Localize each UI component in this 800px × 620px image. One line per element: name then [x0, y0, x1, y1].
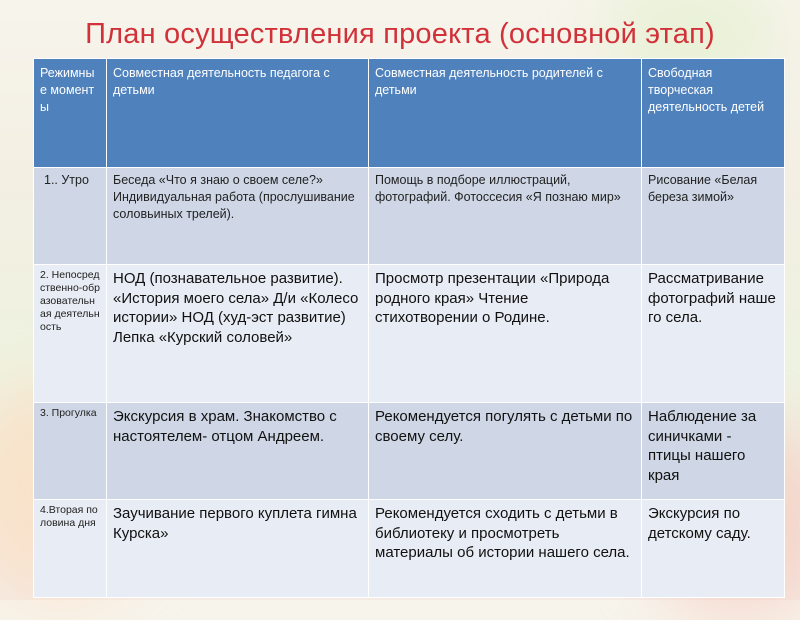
cell-regime: 1.. Утро	[34, 168, 107, 265]
cell-free: Наблюдение за синичками - птицы нашего края	[642, 403, 785, 500]
cell-regime: 2. Непосредственно-образовательная деятельность	[34, 265, 107, 403]
cell-free: Рисование «Белая береза зимой»	[642, 168, 785, 265]
cell-free: Экскурсия по детскому саду.	[642, 500, 785, 598]
cell-parents: Рекомендуется погулять с детьми по своему селу.	[369, 403, 642, 500]
cell-regime: 3. Прогулка	[34, 403, 107, 500]
slide-title: План осуществления проекта (основной этап)	[85, 18, 715, 50]
cell-free: Рассматривание фотографий нашего села.	[642, 265, 785, 403]
table-row-nod	[34, 265, 785, 403]
plan-table	[33, 58, 785, 598]
cell-parents: Рекомендуется сходить с детьми в библиотеку и просмотреть материалы об истории нашего села.	[369, 500, 642, 598]
header-pedagog: Совместная деятельность педагога с детьми	[107, 59, 369, 168]
table-row-afternoon	[34, 500, 785, 598]
table-row-walk	[34, 403, 785, 500]
cell-pedagog: Заучивание первого куплета гимна Курска»	[107, 500, 369, 598]
header-free: Свободная творческая деятельность детей	[642, 59, 785, 168]
cell-regime: 4.Вторая половина дня	[34, 500, 107, 598]
cell-parents: Помощь в подборе иллюстраций, фотографий. Фотоссесия «Я познаю мир»	[369, 168, 642, 265]
table-row-morning	[34, 168, 785, 265]
table-header-row	[34, 59, 785, 168]
cell-parents: Просмотр презентации «Природа родного края» Чтение стихотворении о Родине.	[369, 265, 642, 403]
cell-pedagog: Беседа «Что я знаю о своем селе?» Индивидуальная работа (прослушивание соловьиных трелей).	[107, 168, 369, 265]
header-parents: Совместная деятельность родителей с детьми	[369, 59, 642, 168]
header-regime: Режимные моменты	[34, 59, 107, 168]
cell-pedagog: НОД (познавательное развитие). «История моего села» Д/и «Колесо истории» НОД (худ-эст развитие) Лепка «Курский соловей»	[107, 265, 369, 403]
cell-pedagog: Экскурсия в храм. Знакомство с настоятелем- отцом Андреем.	[107, 403, 369, 500]
